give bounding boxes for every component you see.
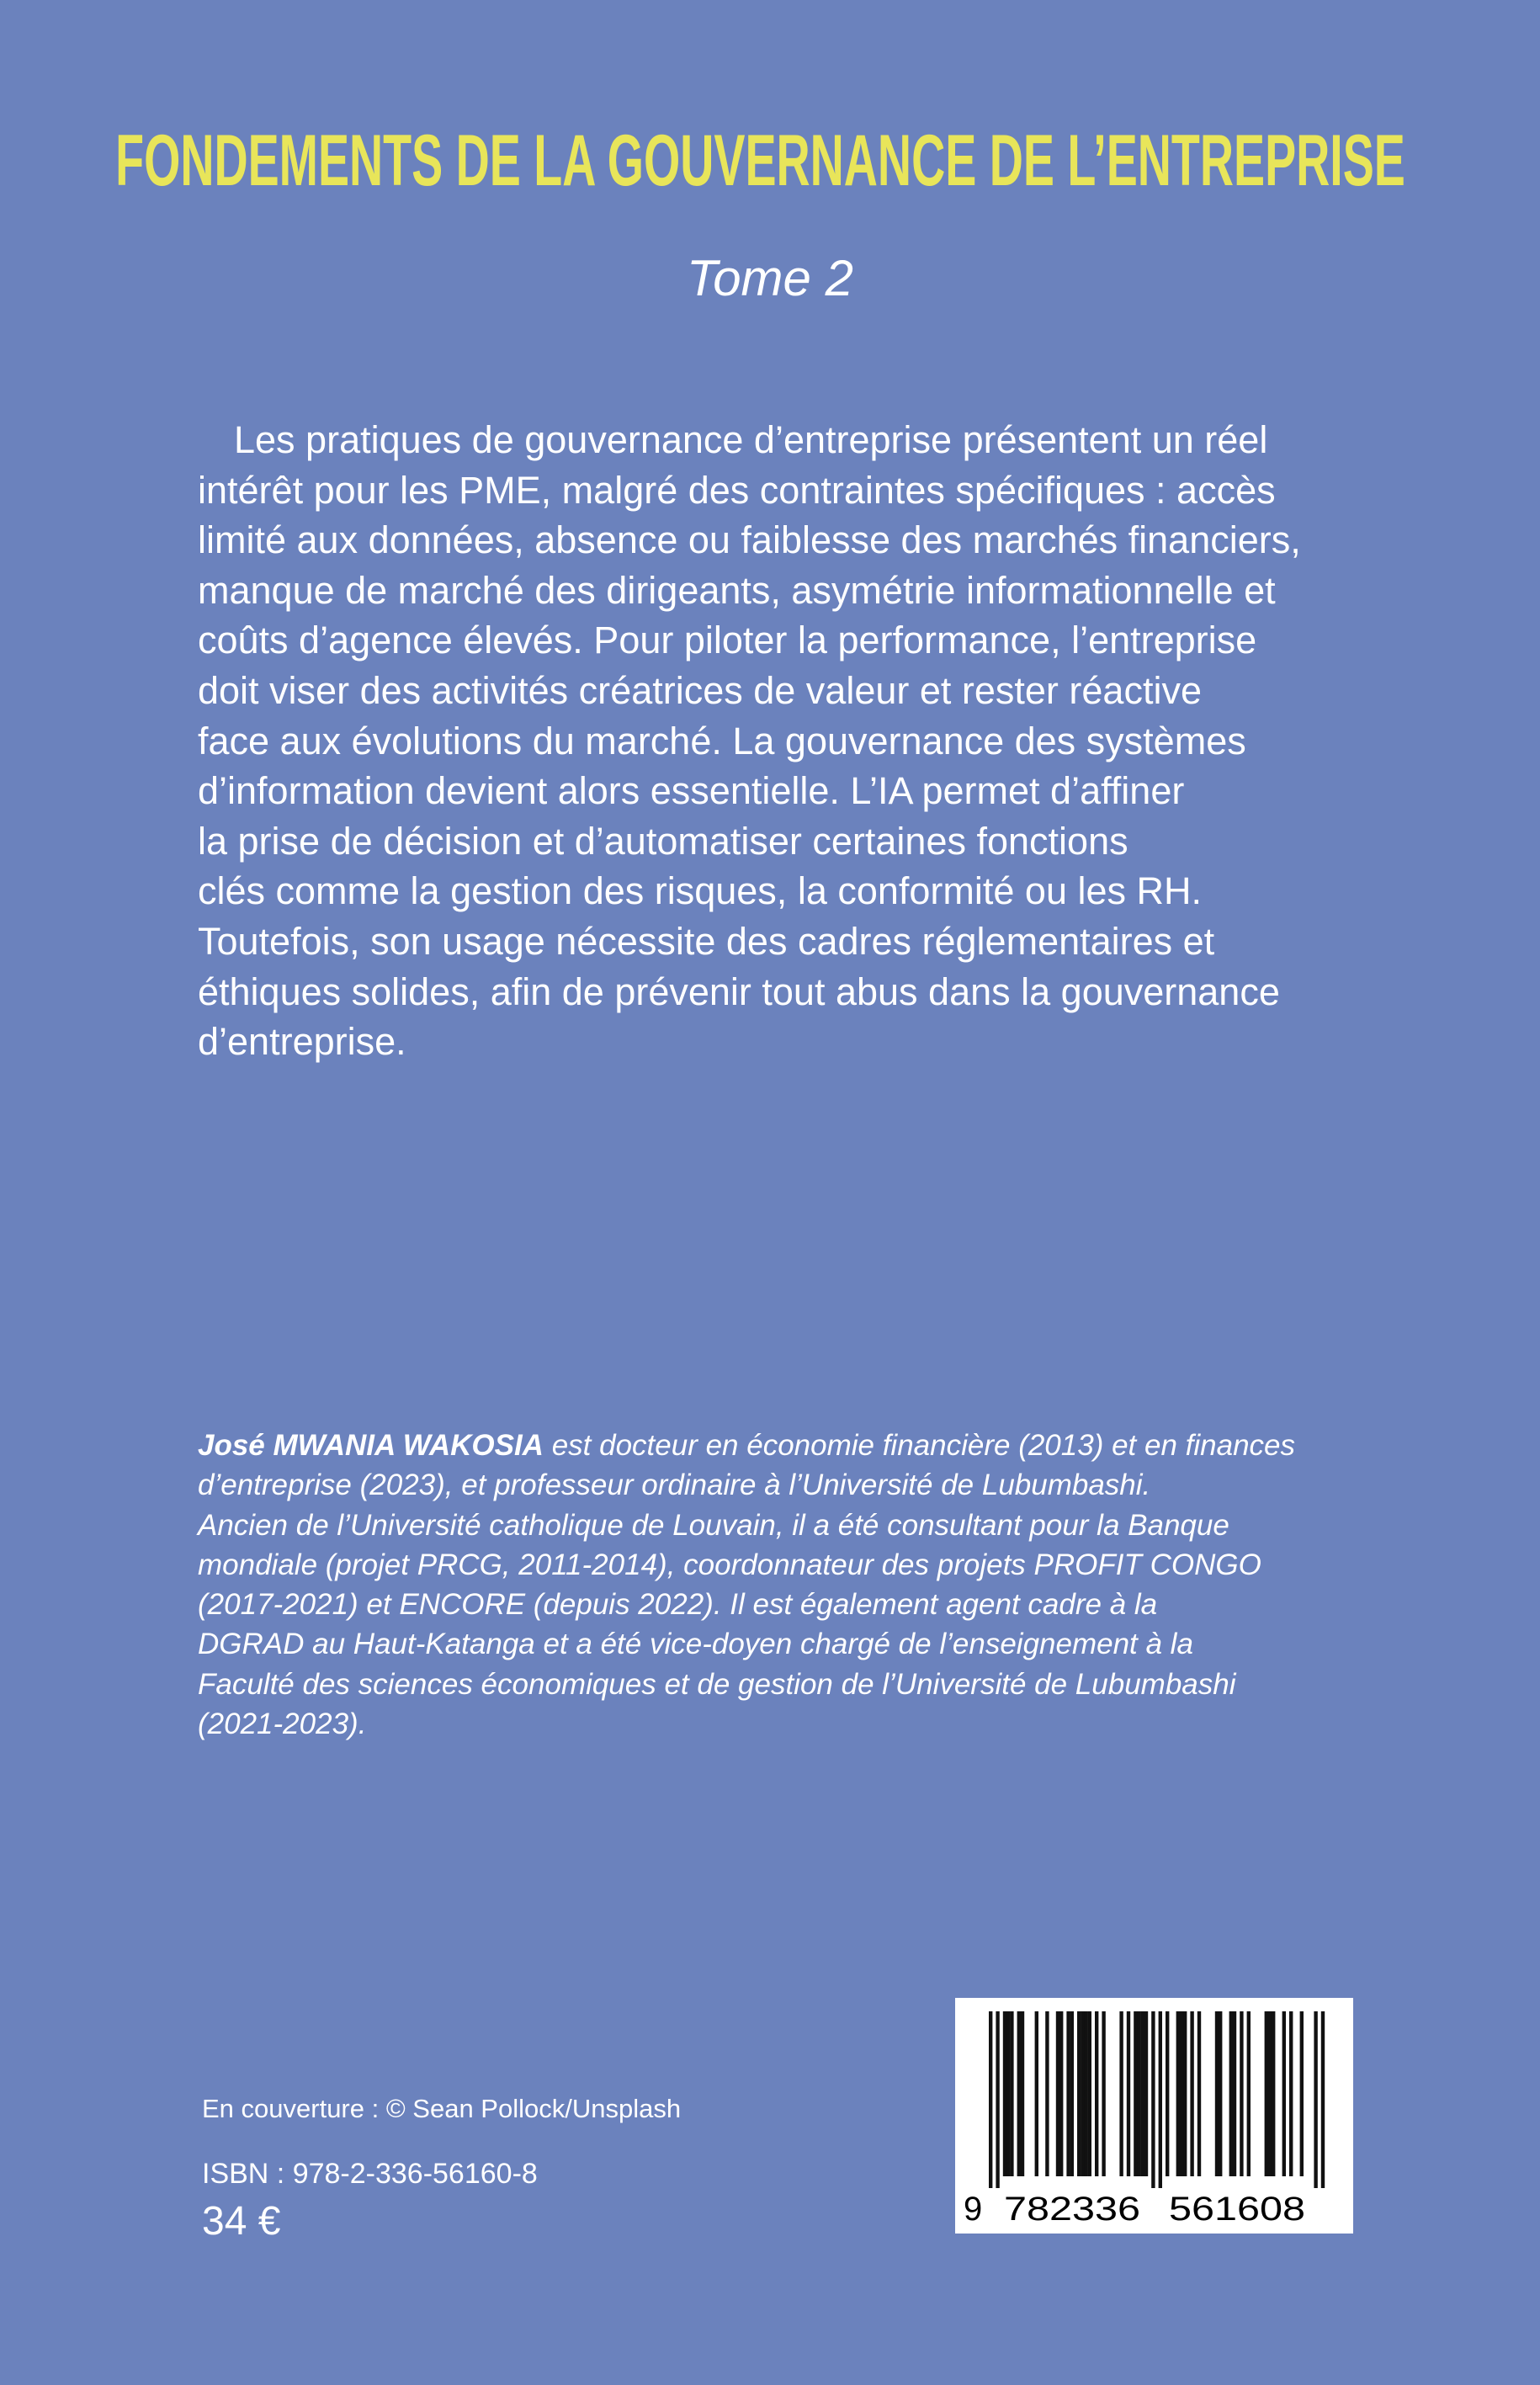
barcode-bar — [1272, 2011, 1275, 2176]
barcode-bar — [1144, 2011, 1148, 2176]
summary-line: doit viser des activités créatrices de valeur et rester réactive — [198, 668, 1202, 712]
barcode-bar — [1282, 2011, 1286, 2176]
barcode-bar — [1176, 2011, 1180, 2176]
barcode-bar — [1229, 2011, 1233, 2176]
barcode-bar — [1134, 2011, 1137, 2176]
barcode-digit-first: 9 — [964, 2191, 983, 2228]
barcode-bar — [1127, 2011, 1130, 2176]
barcode-bar — [1300, 2011, 1304, 2176]
summary-line: Les pratiques de gouvernance d’entreprise présentent un réel — [234, 418, 1268, 461]
isbn: ISBN : 978-2-336-56160-8 — [202, 2158, 538, 2190]
summary-line: d’information devient alors essentielle. L’IA permet d’affiner — [198, 769, 1185, 813]
summary-line: Toutefois, son usage nécessite des cadres réglementaires et — [198, 919, 1215, 963]
bio-line: Faculté des sciences économiques et de gestion de l’Université de Lubumbashi — [198, 1667, 1236, 1701]
barcode-bar — [1151, 2011, 1155, 2188]
bio-line: mondiale (projet PRCG, 2011-2014), coordonnateur des projets PROFIT CONGO — [198, 1548, 1261, 1581]
bio-line: DGRAD au Haut-Katanga et a été vice-doyen chargé de l’enseignement à la — [198, 1628, 1193, 1661]
barcode-bar — [1141, 2011, 1144, 2176]
summary-paragraph — [198, 415, 1341, 1067]
summary-line: clés comme la gestion des risques, la conformité ou les RH. — [198, 869, 1203, 913]
barcode-bar — [1003, 2011, 1006, 2176]
bio-line: (2021-2023). — [198, 1708, 367, 1741]
barcode-bar — [1197, 2011, 1201, 2176]
bio-line: d’entreprise (2023), et professeur ordinaire à l’Université de Lubumbashi. — [198, 1469, 1151, 1502]
barcode-bar — [1066, 2011, 1070, 2176]
bio-line — [198, 1426, 1341, 1465]
barcode-digits-left: 782336 — [1004, 2191, 1140, 2228]
barcode-bar — [1289, 2011, 1293, 2176]
barcode-bar — [1265, 2011, 1268, 2176]
barcode-bar — [1102, 2011, 1105, 2176]
volume-subtitle: Tome 2 — [687, 250, 853, 306]
barcode-bar — [1137, 2011, 1140, 2176]
author-bio — [198, 1426, 1341, 1744]
summary-line: limité aux données, absence ou faiblesse des marchés financiers, — [198, 518, 1301, 562]
barcode-bar — [1180, 2011, 1183, 2176]
barcode-bar — [1056, 2011, 1059, 2176]
barcode-bar — [1021, 2011, 1024, 2176]
barcode-digits-right: 561608 — [1169, 2191, 1305, 2228]
barcode-bar — [1268, 2011, 1272, 2176]
book-title: FONDEMENTS DE LA GOUVERNANCE DE L’ENTREPRISE — [115, 120, 1405, 201]
barcode-bar — [1095, 2011, 1098, 2176]
barcode-bar — [996, 2011, 999, 2188]
barcode-bar — [1081, 2011, 1084, 2176]
cover-credit: En couverture : © Sean Pollock/Unsplash — [202, 2094, 682, 2123]
barcode-bar — [1035, 2011, 1038, 2176]
barcode-bar — [1183, 2011, 1187, 2176]
author-name: José MWANIA WAKOSIA — [198, 1429, 544, 1462]
summary-line: face aux évolutions du marché. La gouvernance des systèmes — [198, 719, 1246, 762]
barcode-bar — [1159, 2011, 1162, 2188]
barcode-bar — [1119, 2011, 1123, 2176]
summary-line: la prise de décision et d’automatiser certaines fonctions — [198, 819, 1128, 863]
barcode-bar — [1006, 2011, 1010, 2176]
barcode-bars — [955, 1998, 1353, 2234]
barcode-bar — [1314, 2011, 1317, 2188]
barcode-bar — [1215, 2011, 1219, 2176]
summary-line: manque de marché des dirigeants, asymétrie informationnelle et — [198, 568, 1276, 612]
barcode-bar — [1247, 2011, 1251, 2176]
summary-line: coûts d’agence élevés. Pour piloter la performance, l’entreprise — [198, 619, 1257, 662]
barcode-bar — [1088, 2011, 1091, 2176]
barcode-bar — [989, 2011, 992, 2188]
barcode-bar — [1219, 2011, 1222, 2176]
barcode-bar — [1166, 2011, 1169, 2176]
summary-line: éthiques solides, afin de prévenir tout abus dans la gouvernance — [198, 969, 1280, 1013]
barcode-bar — [1321, 2011, 1325, 2188]
bio-text: est docteur en économie financière (2013) et en finances — [543, 1429, 1296, 1462]
price: 34 € — [202, 2199, 281, 2244]
barcode-bar — [1233, 2011, 1236, 2176]
barcode-bar — [1017, 2011, 1021, 2176]
bio-line: (2017-2021) et ENCORE (depuis 2022). Il est également agent cadre à la — [198, 1588, 1158, 1622]
barcode-bar — [1190, 2011, 1193, 2176]
isbn-barcode — [955, 1998, 1353, 2234]
barcode-bar — [1070, 2011, 1074, 2176]
barcode-bar — [1084, 2011, 1087, 2176]
barcode-bar — [1045, 2011, 1049, 2176]
barcode-bar — [1059, 2011, 1063, 2176]
bio-line: Ancien de l’Université catholique de Louvain, il a été consultant pour la Banque — [198, 1508, 1229, 1542]
barcode-bar — [1010, 2011, 1013, 2176]
barcode-bar — [1077, 2011, 1081, 2176]
barcode-bar — [1240, 2011, 1243, 2176]
summary-line: d’entreprise. — [198, 1020, 406, 1064]
summary-line: intérêt pour les PME, malgré des contraintes spécifiques : accès — [198, 468, 1276, 512]
